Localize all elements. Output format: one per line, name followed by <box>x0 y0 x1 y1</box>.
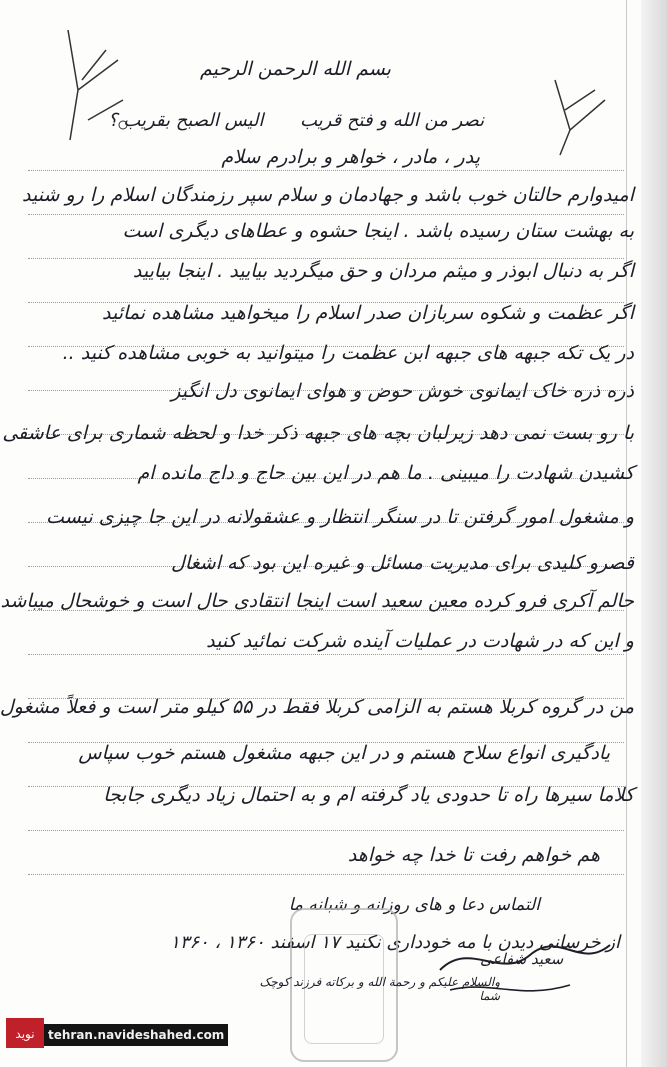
letter-line: حالم آکری فرو کرده معین سعید است اینجا انتقادی حال است و خوشحال میباشد <box>0 590 634 612</box>
letter-line: به بهشت ستان رسیده باشد . اینجا حشوه و عطاهای دیگری است <box>122 220 634 242</box>
navideshahed-logo-icon <box>6 1018 44 1048</box>
date-line: از خرسانی دیدن با مه خودداری نکنید ۱۷ اسفند ۱۳۶۰ ، ۱۳۶۰ <box>170 932 620 953</box>
letter-line: هم خواهم رفت تا خدا چه خواهد <box>347 844 600 866</box>
svg-text:نوید: نوید <box>15 1027 35 1041</box>
signature-name: سعید شفاعی <box>480 950 564 968</box>
basmala-heading: بسم الله الرحمن الرحیم <box>200 58 391 80</box>
letter-line: امیدوارم حالتان خوب باشد و جهادمان و سلام سپر رزمندگان اسلام را رو شنید <box>22 184 634 206</box>
verse-left: الیس الصبح بقریب ؟ <box>108 110 264 131</box>
letter-line: ذره ذره خاک ایمانوی خوش حوض و هوای ایمانوی دل انگیز <box>171 380 634 402</box>
letter-line: من در گروه کربلا هستم به الزامی کربلا فقط در ۵۵ کیلو متر است و فعلاً مشغول <box>0 696 634 718</box>
right-flourish-icon <box>535 70 625 160</box>
letter-line: در یک تکه جبهه های جبهه ابن عظمت را میتوانید به خوبی مشاهده کنید .. <box>62 342 634 364</box>
letter-line: قصرو کلیدی برای مدیریت مسائل و غیره این بود که اشغال <box>171 552 634 574</box>
letter-line: اگر عظمت و شکوه سربازان صدر اسلام را میخواهید مشاهده نمائید <box>102 302 634 324</box>
letter-line: اگر به دنبال ابوذر و میثم مردان و حق میگردید بیایید . اینجا بیایید <box>132 260 634 282</box>
letter-line: التماس دعا و های روزانه و شبانه ما <box>288 895 540 915</box>
letter-line: کشیدن شهادت را میبینی . ما هم در این بین حاج و داج مانده ام <box>137 462 634 484</box>
verse-right: نصر من الله و فتح قریب <box>300 110 485 131</box>
letter-line: پدر ، مادر ، خواهر و برادرم سلام <box>221 146 480 168</box>
page-edge-shadow <box>641 0 667 1067</box>
letter-line: و این که در شهادت در عملیات آینده شرکت نمائید کنید <box>206 630 634 652</box>
ruled-line <box>28 874 624 875</box>
watermark-url: tehran.navideshahed.com <box>44 1024 228 1046</box>
letter-line: با رو بست نمی دهد زیرلبان بچه های جبهه ذکر خدا و لحظه شماری برای عاشقی <box>2 422 634 444</box>
letter-line: کلاما سیرها راه تا حدودی یاد گرفته ام و به احتمال زیاد دیگری جابجا <box>103 784 634 806</box>
letter-line: و مشغول امور گرفتن تا در سنگر انتظار و عشقولانه در این جا چیزی نیست <box>46 506 634 528</box>
ruled-line <box>28 830 624 831</box>
closing-note: والسلام علیکم و رحمة الله و برکاته فرزند کوچک شما <box>259 975 500 1003</box>
letter-line: یادگیری انواع سلاح هستم و در این جبهه مشغول هستم خوب سپاس <box>78 742 610 764</box>
